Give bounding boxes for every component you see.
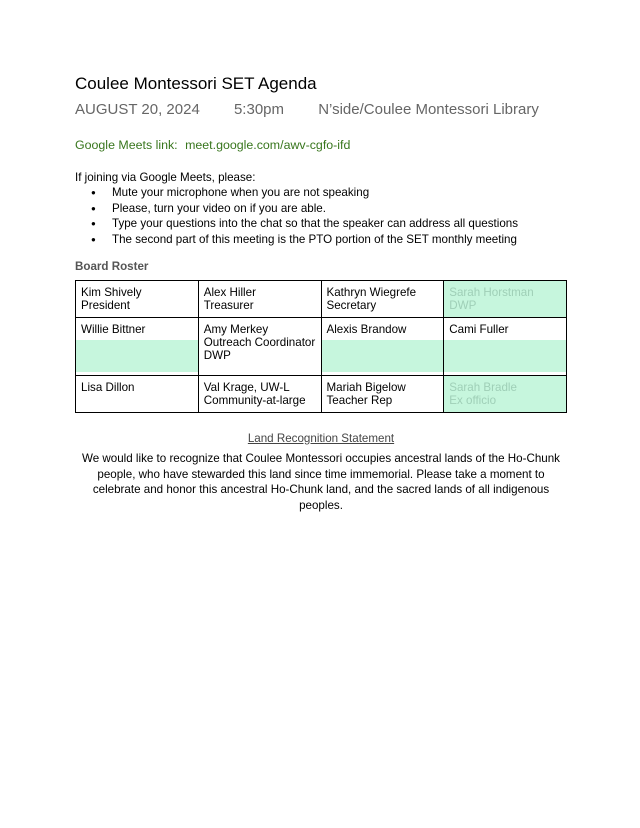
- member-name: Amy Merkey: [203, 323, 269, 336]
- member-role: Teacher Rep: [326, 394, 393, 407]
- roster-cell: [76, 376, 199, 413]
- list-item: ● Please, turn your video on if you are able.: [75, 201, 567, 217]
- roster-cell: [76, 318, 199, 376]
- member-role-secondary: DWP: [203, 349, 231, 362]
- instructions-list: [75, 185, 567, 247]
- member-role: Ex officio: [449, 394, 497, 407]
- list-item: ● Mute your microphone when you are not speaking: [75, 185, 567, 201]
- roster-cell: [321, 281, 444, 318]
- member-name: Val Krage, UW-L: [203, 381, 290, 394]
- member-name: Kathryn Wiegrefe: [326, 286, 417, 299]
- roster-cell: [198, 281, 321, 318]
- google-meets-link[interactable]: meet.google.com/awv-cgfo-ifd: [185, 138, 351, 152]
- meeting-date: AUGUST 20, 2024: [75, 101, 200, 118]
- instructions-intro: If joining via Google Meets, please:: [75, 171, 256, 184]
- member-role: DWP: [449, 299, 477, 312]
- table-row: [76, 281, 567, 318]
- roster-cell: [321, 318, 444, 376]
- google-meets-line: [75, 137, 567, 153]
- roster-cell: [76, 281, 199, 318]
- roster-cell: [198, 376, 321, 413]
- member-name: Cami Fuller: [449, 323, 509, 336]
- highlight-block: [76, 340, 198, 372]
- member-name: Sarah Bradle: [449, 381, 517, 394]
- member-role: President: [81, 299, 130, 312]
- roster-cell: [444, 376, 567, 413]
- member-name: Willie Bittner: [81, 323, 146, 336]
- meeting-time: 5:30pm: [233, 101, 285, 118]
- document-page: [75, 73, 567, 513]
- member-name: Mariah Bigelow: [326, 381, 406, 394]
- member-name: Kim Shively: [81, 286, 142, 299]
- highlight-block: [322, 340, 444, 372]
- page-title: Coulee Montessori SET Agenda: [75, 74, 317, 93]
- land-recognition-body: We would like to recognize that Coulee Montessori occupies ancestral lands of the Ho-Chunk people, who have stewarded this land since time immemorial. Please take a moment to celebrate and honor this ancestral Ho-Chunk land, and the sacred lands of all indigenous peoples.: [82, 452, 560, 512]
- land-recognition-heading: Land Recognition Statement: [247, 432, 395, 445]
- google-meets-label: Google Meets link:: [75, 138, 178, 152]
- member-role: Secretary: [326, 299, 377, 312]
- meeting-info: [75, 100, 567, 120]
- member-role: Outreach Coordinator: [203, 336, 316, 349]
- meeting-location: N’side/Coulee Montessori Library: [318, 101, 539, 118]
- table-row: [76, 318, 567, 376]
- member-name: Lisa Dillon: [81, 381, 135, 394]
- highlight-block: [444, 340, 566, 372]
- member-name: Alexis Brandow: [326, 323, 407, 336]
- list-item: ● Type your questions into the chat so that the speaker can address all questions: [75, 216, 567, 232]
- board-roster-heading: Board Roster: [75, 260, 149, 273]
- list-item: ● The second part of this meeting is the PTO portion of the SET monthly meeting: [75, 232, 567, 248]
- board-roster-table: [75, 280, 567, 413]
- member-name: Sarah Horstman: [449, 286, 534, 299]
- roster-cell: [444, 318, 567, 376]
- roster-cell: [444, 281, 567, 318]
- member-name: Alex Hiller: [203, 286, 256, 299]
- member-role: Community-at-large: [203, 394, 306, 407]
- member-role: [81, 394, 193, 407]
- roster-cell: [321, 376, 444, 413]
- table-row: [76, 376, 567, 413]
- roster-cell: [198, 318, 321, 376]
- member-role: Treasurer: [203, 299, 254, 312]
